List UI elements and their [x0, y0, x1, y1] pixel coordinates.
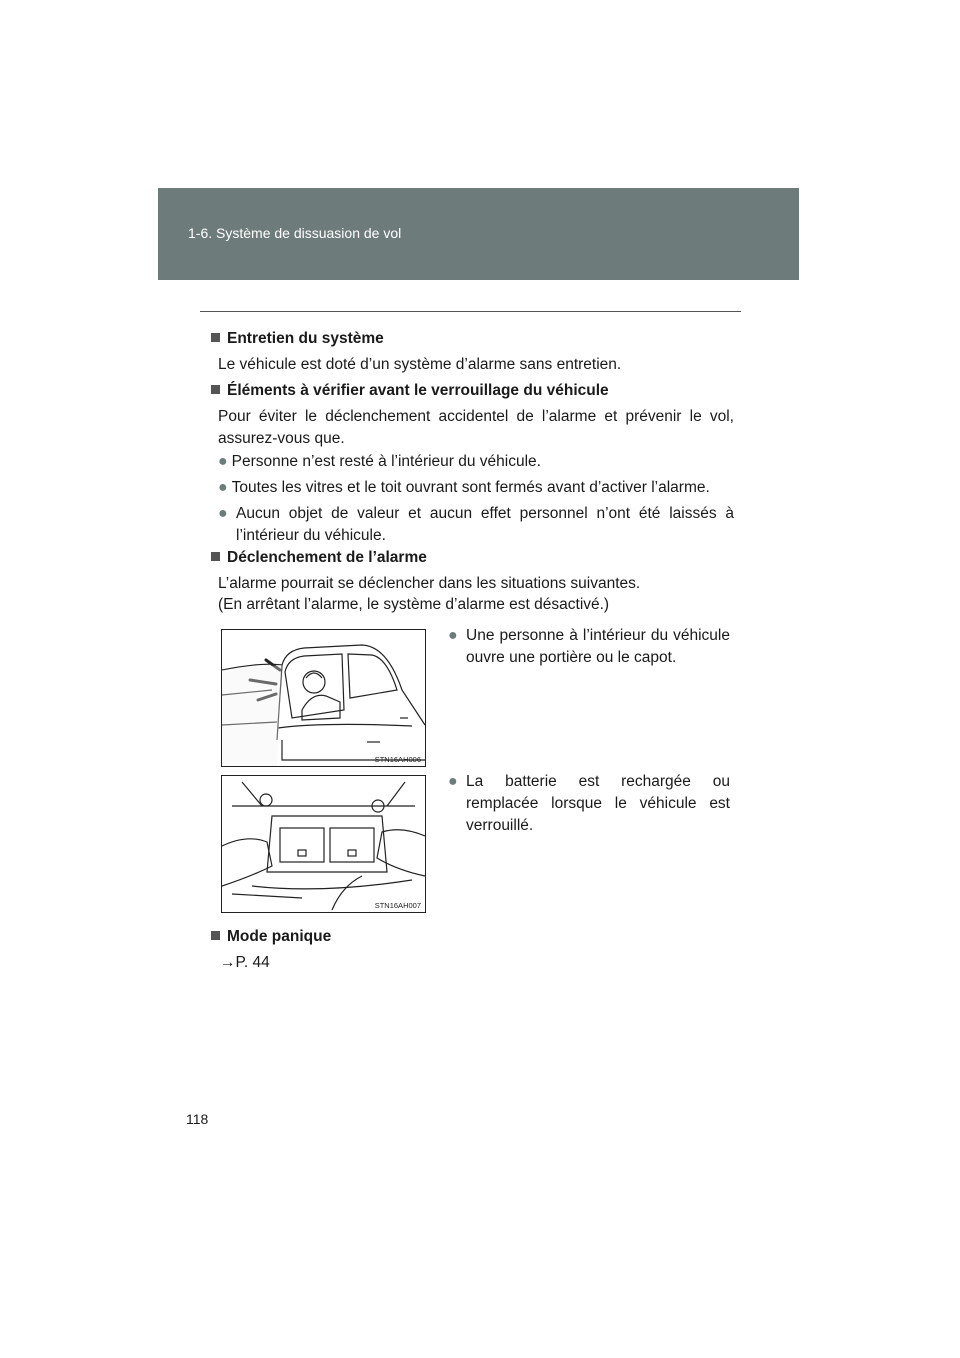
heading-triggers: Déclenchement de l’alarme [211, 547, 427, 569]
bullet-icon: ● [448, 627, 458, 644]
page-number: 118 [186, 1111, 209, 1127]
triggers-text: L’alarme pourrait se déclencher dans les situations suivantes. [218, 575, 641, 592]
maintenance-text: Le véhicule est doté d’un système d’alarme sans entretien. [218, 356, 622, 373]
bullet-icon: ● [218, 479, 228, 496]
page-reference-link[interactable]: →P. 44 [220, 954, 270, 971]
heading-marker-icon [211, 552, 220, 561]
figure-caption: ● La batterie est rechargée ou remplacée lorsque le véhicule est verrouillé. [448, 773, 730, 834]
figure-code: STN16AH007 [374, 901, 421, 910]
battery-drawing [222, 776, 425, 912]
heading-marker-icon [211, 385, 220, 394]
heading-maintenance: Entretien du système [211, 328, 384, 350]
bullet-icon: ● [218, 453, 228, 470]
check-item: ● Toutes les vitres et le toit ouvrant sont fermés avant d’activer l’alarme. [218, 479, 710, 496]
heading-checks: Éléments à vérifier avant le verrouillage du véhicule [211, 380, 609, 402]
triggers-note: (En arrêtant l’alarme, le système d’alarme est désactivé.) [218, 596, 610, 613]
figure-code: STN16AH006 [374, 755, 421, 764]
bullet-icon: ● [218, 505, 228, 522]
battery-illustration [221, 775, 426, 913]
checks-text: Pour éviter le déclenchement accidentel de l’alarme et prévenir le vol, assurez-vous que. [218, 408, 734, 447]
header-band [158, 188, 799, 280]
section-title: 1-6. Système de dissuasion de vol [188, 225, 402, 241]
check-item: ● Aucun objet de valeur et aucun effet personnel n’ont été laissés à l’intérieur du véhicule. [218, 505, 734, 544]
heading-panic-mode: Mode panique [211, 926, 331, 948]
divider [200, 311, 741, 312]
door-illustration [221, 629, 426, 767]
heading-marker-icon [211, 333, 220, 342]
door-drawing [222, 630, 425, 766]
figure-caption: ● Une personne à l’intérieur du véhicule ouvre une portière ou le capot. [448, 627, 730, 666]
heading-marker-icon [211, 931, 220, 940]
check-item: ● Personne n’est resté à l’intérieur du véhicule. [218, 453, 541, 470]
bullet-icon: ● [448, 773, 458, 790]
